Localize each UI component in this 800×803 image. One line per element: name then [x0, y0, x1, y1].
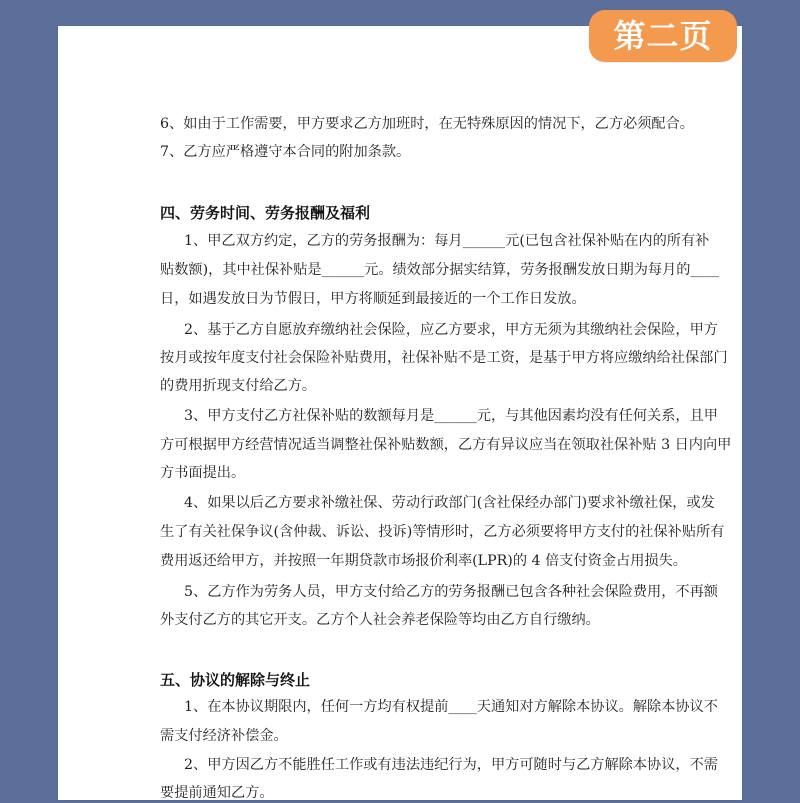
document-line: 5、乙方作为劳务人员，甲方支付给乙方的劳务报酬已包含各种社会保险费用，不再额	[184, 584, 718, 600]
page-badge: 第二页	[589, 10, 737, 62]
document-line: 3、甲方支付乙方社保补贴的数额每月是______元，与其他因素均没有任何关系，且甲	[184, 408, 718, 424]
document-line: 1、在本协议期限内，任何一方均有权提前____天通知对方解除本协议。解除本协议不	[184, 699, 718, 715]
document-line: 费用返还给甲方，并按照一年期贷款市场报价利率(LPR)的 4 倍支付资金占用损失。	[160, 553, 687, 569]
document-line: 7、乙方应严格遵守本合同的附加条款。	[160, 144, 411, 160]
section-heading: 四、劳务时间、劳务报酬及福利	[160, 204, 371, 222]
document-line: 需支付经济补偿金。	[160, 728, 288, 744]
document-content	[58, 0, 742, 800]
document-line: 贴数额)，其中社保补贴是______元。绩效部分据实结算，劳务报酬发放日期为每月的____	[160, 262, 719, 278]
document-line: 按月或按年度支付社会保险补贴费用，社保补贴不是工资，是基于甲方将应缴纳给社保部门	[160, 350, 728, 366]
document-line: 日，如遇发放日为节假日，甲方将顺延到最接近的一个工作日发放。	[160, 291, 586, 307]
document-line: 2、甲方因乙方不能胜任工作或有违法违纪行为，甲方可随时与乙方解除本协议，不需	[184, 757, 718, 773]
document-line: 方书面提出。	[160, 465, 246, 481]
document-line: 的费用折现支付给乙方。	[160, 378, 317, 394]
document-line: 2、基于乙方自愿放弃缴纳社会保险，应乙方要求，甲方无须为其缴纳社会保险，甲方	[184, 322, 718, 338]
document-line: 外支付乙方的其它开支。乙方个人社会养老保险等均由乙方自行缴纳。	[160, 612, 600, 628]
document-line: 要提前通知乙方。	[160, 785, 274, 801]
document-line: 4、如果以后乙方要求补缴社保、劳动行政部门(含社保经办部门)要求补缴社保，或发	[184, 495, 715, 511]
document-line: 方可根据甲方经营情况适当调整社保补贴数额，乙方有异议应当在领取社保补贴 3 日内向甲	[160, 437, 732, 453]
document-line: 1、甲乙双方约定，乙方的劳务报酬为：每月______元(已包含社保补贴在内的所有补	[184, 233, 710, 249]
section-heading: 五、协议的解除与终止	[160, 671, 311, 689]
document-line: 6、如由于工作需要，甲方要求乙方加班时，在无特殊原因的情况下，乙方必须配合。	[160, 116, 694, 132]
document-line: 生了有关社保争议(含仲裁、诉讼、投诉)等情形时，乙方必须要将甲方支付的社保补贴所有	[160, 524, 725, 540]
